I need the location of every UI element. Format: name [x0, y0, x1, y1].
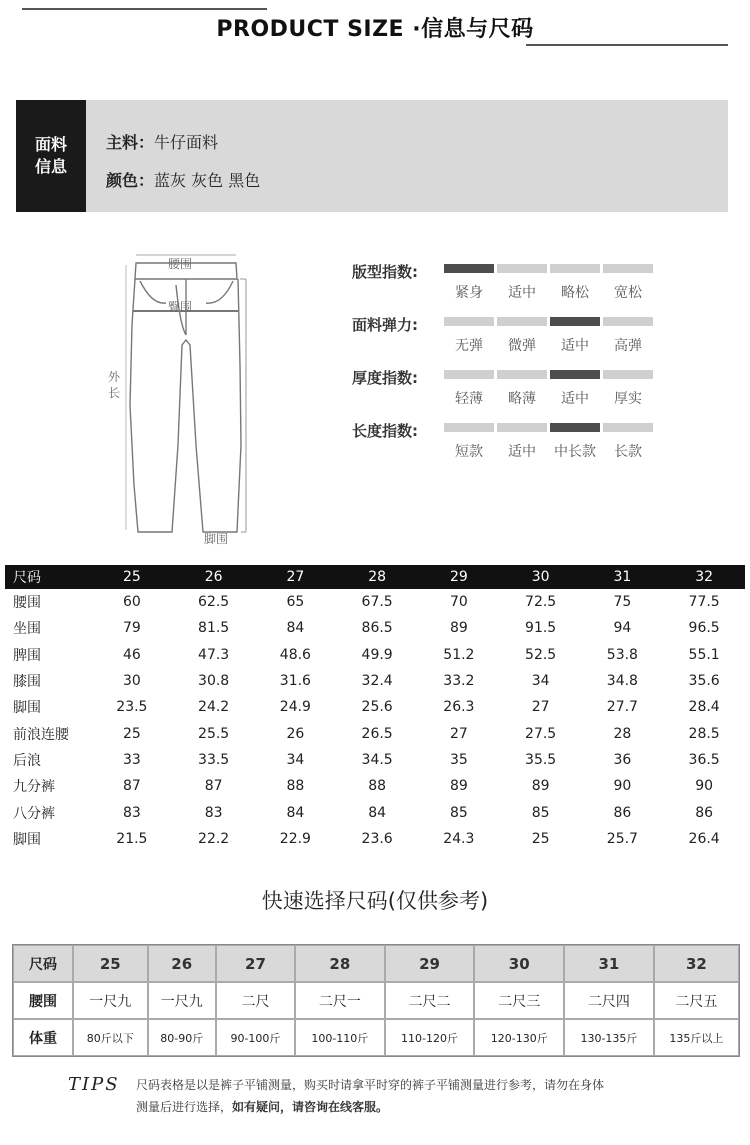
table-cell: 55.1	[688, 646, 720, 663]
index-option: 略松	[561, 285, 589, 301]
waist-label: 腰围	[168, 257, 193, 271]
index-option: 短款	[455, 444, 483, 460]
material-heading-line1: 面料	[34, 135, 67, 154]
table-cell: 28	[613, 725, 632, 742]
table-cell: 26	[286, 725, 305, 742]
material-heading-line2: 信息	[34, 157, 67, 176]
table-row	[5, 668, 745, 694]
row-label: 脾围	[13, 647, 41, 664]
header-cell: 30	[500, 565, 582, 589]
index-option: 高弹	[614, 338, 642, 354]
outer-length-label-2: 长	[108, 386, 121, 400]
pants-pocket-left	[140, 281, 166, 303]
table-cell: 90-100斤	[216, 1019, 295, 1056]
table-cell: 24.2	[198, 699, 230, 716]
table-cell: 26.3	[443, 699, 475, 716]
quick-select-row-weight	[13, 1019, 739, 1056]
row-label: 坐围	[13, 621, 41, 638]
table-cell: 36.5	[688, 751, 720, 768]
index-option: 长款	[614, 444, 642, 460]
quick-select-title: 快速选择尺码(仅供参考)	[261, 889, 489, 913]
table-cell: 72.5	[525, 594, 557, 611]
table-cell: 46	[122, 646, 141, 663]
table-cell: 34	[286, 751, 305, 768]
index-option: 无弹	[455, 338, 483, 354]
table-cell: 29	[385, 945, 475, 982]
table-cell: 二尺三	[474, 982, 564, 1019]
table-cell: 51.2	[443, 646, 475, 663]
table-cell: 33	[122, 751, 141, 768]
table-cell: 二尺	[216, 982, 295, 1019]
header-line-right	[526, 44, 728, 46]
row-label: 尺码	[13, 945, 73, 982]
table-cell: 二尺五	[654, 982, 739, 1019]
table-row	[5, 589, 745, 615]
hem-label: 脚围	[204, 532, 229, 546]
quick-select-row-waist	[13, 982, 739, 1019]
header-cell: 29	[418, 565, 500, 589]
table-cell: 25.6	[361, 699, 393, 716]
table-cell: 28.5	[688, 725, 720, 742]
table-cell: 22.9	[279, 830, 311, 847]
table-cell: 28.4	[688, 699, 720, 716]
size-table	[5, 565, 745, 852]
table-cell: 88	[368, 778, 387, 795]
table-cell: 120-130斤	[474, 1019, 564, 1056]
table-cell: 一尺九	[148, 982, 216, 1019]
table-cell: 110-120斤	[385, 1019, 475, 1056]
table-cell: 27.5	[525, 725, 557, 742]
tips-line-2-a: 测量后进行选择，	[136, 1100, 233, 1114]
table-cell: 65	[286, 594, 305, 611]
table-cell: 80斤以下	[73, 1019, 148, 1056]
table-cell: 87	[122, 778, 141, 795]
table-cell: 二尺四	[564, 982, 654, 1019]
table-cell: 86	[613, 804, 632, 821]
index-title: 厚度指数:	[352, 369, 418, 387]
index-option: 适中	[508, 444, 536, 460]
row-label: 后浪	[13, 752, 41, 769]
table-cell: 34.5	[361, 751, 393, 768]
table-cell: 35.6	[688, 673, 720, 690]
tips-label: TIPS	[68, 1074, 120, 1095]
table-cell: 94	[613, 620, 632, 637]
main-material-label: 主料：	[106, 133, 155, 152]
index-bar	[603, 423, 653, 432]
table-cell: 85	[449, 804, 468, 821]
index-bar	[603, 370, 653, 379]
table-cell: 62.5	[198, 594, 230, 611]
table-cell: 91.5	[525, 620, 557, 637]
hip-label: 臀围	[168, 300, 193, 314]
color-row	[106, 168, 260, 191]
index-option: 适中	[561, 391, 589, 407]
table-cell: 67.5	[361, 594, 393, 611]
color-label: 颜色：	[106, 171, 155, 190]
table-cell: 26.4	[688, 830, 720, 847]
table-cell: 84	[368, 804, 387, 821]
table-cell: 24.9	[279, 699, 311, 716]
index-bar	[444, 317, 494, 326]
table-row	[5, 826, 745, 852]
table-row	[5, 799, 745, 825]
table-cell: 21.5	[116, 830, 148, 847]
table-cell: 27	[531, 699, 550, 716]
index-option: 紧身	[455, 285, 483, 301]
table-cell: 88	[286, 778, 305, 795]
pants-pocket-right	[206, 281, 233, 303]
table-cell: 27	[216, 945, 295, 982]
material-info-band	[16, 100, 728, 212]
table-cell: 28	[295, 945, 385, 982]
table-cell: 85	[531, 804, 550, 821]
size-table-header	[5, 565, 745, 589]
page-title: PRODUCT SIZE ·信息与尺码	[216, 17, 534, 42]
table-cell: 30	[122, 673, 141, 690]
pants-diagram	[100, 245, 300, 545]
index-bar	[497, 370, 547, 379]
table-cell: 80-90斤	[148, 1019, 216, 1056]
table-cell: 83	[204, 804, 223, 821]
table-cell: 22.2	[198, 830, 230, 847]
header-cell: 32	[663, 565, 745, 589]
table-row	[5, 720, 745, 746]
material-info-heading	[16, 100, 86, 212]
table-cell: 60	[122, 594, 141, 611]
table-cell: 100-110斤	[295, 1019, 385, 1056]
index-option: 厚实	[614, 391, 642, 407]
index-bar	[550, 264, 600, 273]
table-row	[5, 615, 745, 641]
table-cell: 35.5	[525, 751, 557, 768]
table-cell: 32	[654, 945, 739, 982]
table-row	[5, 694, 745, 720]
table-cell: 84	[286, 620, 305, 637]
main-material-row	[106, 130, 218, 153]
main-material-value: 牛仔面料	[154, 133, 219, 152]
table-cell: 23.6	[361, 830, 393, 847]
index-title: 版型指数:	[352, 263, 418, 281]
table-row	[5, 642, 745, 668]
table-cell: 36	[613, 751, 632, 768]
table-cell: 87	[204, 778, 223, 795]
table-cell: 89	[449, 778, 468, 795]
table-cell: 27.7	[606, 699, 638, 716]
table-cell: 25.7	[606, 830, 638, 847]
table-cell: 75	[613, 594, 632, 611]
row-label: 腰围	[13, 982, 73, 1019]
index-option: 轻薄	[455, 391, 483, 407]
table-cell: 89	[531, 778, 550, 795]
row-label: 膝围	[13, 674, 41, 691]
row-label: 前浪连腰	[13, 726, 69, 743]
row-label: 脚围	[13, 831, 41, 848]
index-bar	[550, 370, 600, 379]
index-bar	[497, 317, 547, 326]
table-cell: 25	[122, 725, 141, 742]
table-cell: 83	[122, 804, 141, 821]
table-cell: 34.8	[606, 673, 638, 690]
table-cell: 34	[531, 673, 550, 690]
table-cell: 27	[449, 725, 468, 742]
table-cell: 30	[474, 945, 564, 982]
index-bar	[497, 423, 547, 432]
quick-select-table	[12, 944, 740, 1057]
table-row	[5, 773, 745, 799]
table-cell: 48.6	[279, 646, 311, 663]
tips-line-2-b: 如有疑问，请咨询在线客服。	[232, 1100, 389, 1114]
index-bar	[550, 423, 600, 432]
table-cell: 86	[695, 804, 714, 821]
index-bar	[444, 264, 494, 273]
index-option: 宽松	[614, 285, 642, 301]
header-cell: 31	[582, 565, 664, 589]
index-option: 微弹	[508, 338, 536, 354]
tips-line-1: 尺码表格是以是裤子平铺测量，购买时请拿平时穿的裤子平铺测量进行参考，请勿在身体	[136, 1078, 605, 1092]
index-title: 面料弹力:	[352, 316, 418, 334]
table-cell: 79	[122, 620, 141, 637]
index-bar	[497, 264, 547, 273]
table-cell: 70	[449, 594, 468, 611]
table-cell: 26.5	[361, 725, 393, 742]
header-cell: 尺码	[5, 565, 91, 589]
index-bar	[603, 317, 653, 326]
table-cell: 130-135斤	[564, 1019, 654, 1056]
table-cell: 47.3	[198, 646, 230, 663]
index-bar	[550, 317, 600, 326]
header-cell: 28	[336, 565, 418, 589]
index-option: 适中	[561, 338, 589, 354]
index-bar	[603, 264, 653, 273]
table-cell: 一尺九	[73, 982, 148, 1019]
row-label: 八分裤	[13, 805, 55, 822]
table-cell: 86.5	[361, 620, 393, 637]
outer-length-label-1: 外	[108, 370, 121, 384]
table-cell: 53.8	[606, 646, 638, 663]
table-cell: 90	[613, 778, 632, 795]
header-cell: 25	[91, 565, 173, 589]
color-value: 蓝灰 灰色 黑色	[154, 171, 261, 190]
table-cell: 31.6	[279, 673, 311, 690]
table-cell: 52.5	[525, 646, 557, 663]
index-bar	[444, 370, 494, 379]
table-cell: 26	[148, 945, 216, 982]
table-cell: 90	[695, 778, 714, 795]
table-cell: 81.5	[198, 620, 230, 637]
header-line-left	[22, 8, 267, 10]
table-cell: 89	[449, 620, 468, 637]
index-bar	[444, 423, 494, 432]
row-label: 体重	[13, 1019, 73, 1056]
table-cell: 35	[449, 751, 468, 768]
table-cell: 25	[531, 830, 550, 847]
table-cell: 135斤以上	[654, 1019, 739, 1056]
table-cell: 84	[286, 804, 305, 821]
table-cell: 25	[73, 945, 148, 982]
table-cell: 49.9	[361, 646, 393, 663]
table-row	[5, 747, 745, 773]
table-cell: 33.5	[198, 751, 230, 768]
row-label: 脚围	[13, 700, 41, 717]
row-label: 腰围	[13, 595, 41, 612]
table-cell: 30.8	[198, 673, 230, 690]
table-cell: 32.4	[361, 673, 393, 690]
header-cell: 27	[255, 565, 337, 589]
table-cell: 33.2	[443, 673, 475, 690]
table-cell: 96.5	[688, 620, 720, 637]
index-option: 略薄	[508, 391, 536, 407]
table-cell: 23.5	[116, 699, 148, 716]
table-cell: 二尺二	[385, 982, 475, 1019]
index-title: 长度指数:	[352, 422, 418, 440]
header-cell: 26	[173, 565, 255, 589]
table-cell: 二尺一	[295, 982, 385, 1019]
table-cell: 77.5	[688, 594, 720, 611]
table-cell: 31	[564, 945, 654, 982]
quick-select-row-size	[13, 945, 739, 982]
table-cell: 24.3	[443, 830, 475, 847]
table-cell: 25.5	[198, 725, 230, 742]
index-option: 适中	[508, 285, 536, 301]
tips-line-2	[136, 1098, 388, 1115]
row-label: 九分裤	[13, 779, 55, 796]
index-option: 中长款	[554, 444, 596, 460]
